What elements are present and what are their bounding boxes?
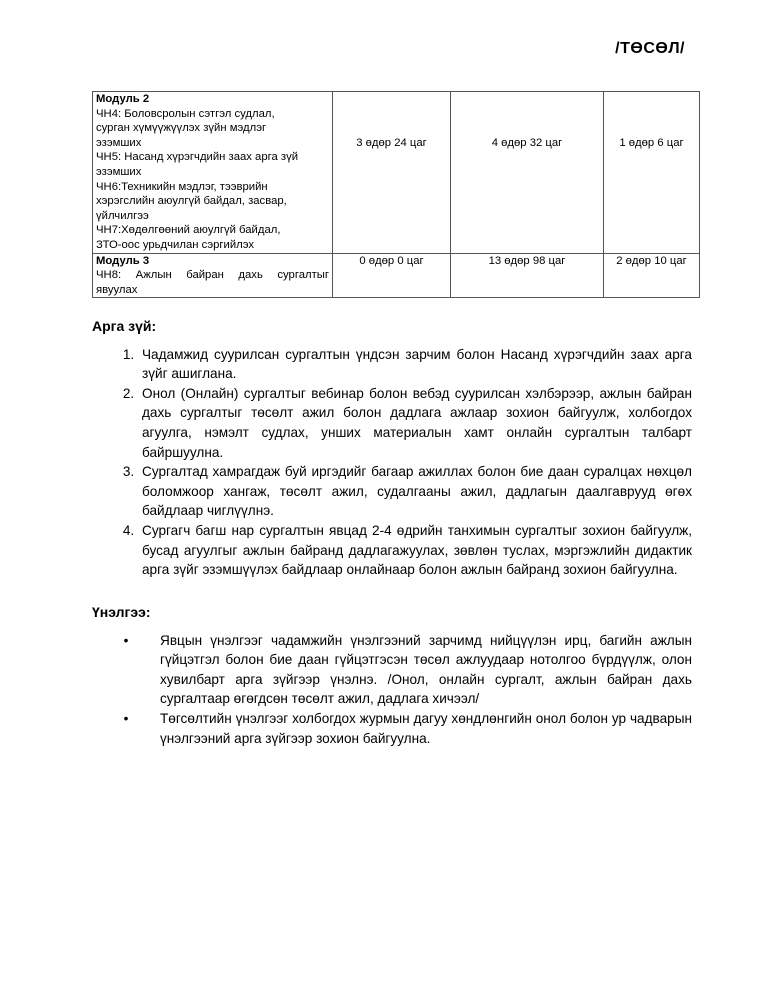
table-cell [333, 253, 451, 298]
cell-value: 2 өдөр 10 цаг [616, 254, 687, 267]
cell-value: 13 өдөр 98 цаг [488, 254, 566, 267]
table-cell [451, 92, 604, 254]
module-line: эзэмших [96, 165, 142, 178]
list-item: 4. Сургагч багш нар сургалтын явцад 2-4 өдрийн танхимын сургалтыг зохион байгуулж, бусад агуулгыг ажлын байранд дадлагажуулах, зөвлөн туслах, мэргэжлийн дидактик арга зүйг эзэмшүүлэх байдлаар онлайнаар болон ажлын байранд зохион байгуулна. [138, 521, 692, 580]
module-line: ЧН4: Боловсролын сэтгэл судлал, [96, 107, 275, 120]
method-list [92, 345, 692, 580]
module-line: сурган хүмүүжүүлэх зүйн мэдлэг [96, 122, 267, 135]
table-row [93, 253, 700, 298]
cell-value: 4 өдөр 32 цаг [491, 137, 563, 149]
module-line: хэрэгслийн аюулгүй байдал, засвар, [96, 195, 287, 208]
table-cell [333, 92, 451, 254]
method-heading: Арга зүй: [92, 318, 157, 334]
table-cell [604, 92, 700, 254]
list-item [123, 631, 692, 709]
cell-value: 1 өдөр 6 цаг [619, 137, 684, 149]
page-header-title: /ТӨСӨЛ/ [615, 40, 685, 57]
module-cell [93, 253, 333, 298]
modules-table [92, 91, 700, 298]
cell-value: 3 өдөр 24 цаг [356, 137, 427, 149]
module-line: ЧН6:Техникийн мэдлэг, тээврийн [96, 180, 268, 193]
module-line: явуулах [96, 283, 138, 296]
table-row [93, 92, 700, 254]
method-section [92, 317, 692, 580]
module-line: ЧН5: Насанд хүрэгчдийн заах арга зүй [96, 151, 299, 164]
table-cell [604, 253, 700, 298]
module-line: ЧН7:Хөдөлгөөний аюулгүй байдал, [96, 224, 281, 237]
list-item-text: Явцын үнэлгээг чадамжийн үнэлгээний зарчимд нийцүүлэн ирц, багийн ажлын гүйцэтгэл болон бие даан гүйцэтгэсэн төсөл ажлуудаар нотолгоо бүрдүүлж, олон хувилбарт арга зүйгээр үнэлнэ. /Онол, онлайн сургалт, ажлын байран дахь сургалтаар өгөгдсөн төсөлт ажил, дадлага хичээл/ [160, 632, 692, 707]
module-line: ЗТО-оос урьдчилан сэргийлэх [96, 238, 255, 251]
assessment-section [92, 603, 692, 748]
table-cell [451, 253, 604, 298]
module-line: үйлчилгээ [96, 209, 149, 222]
module-cell [93, 92, 333, 254]
list-item: 3. Сургалтад хамрагдаж буй иргэдийг багаар ажиллах болон бие даан суралцах нөхцөл боломжоор хангаж, төсөлт ажил, судалгааны ажил, дадлагын даалгаврууд өгөх байдлаар чиглүүлнэ. [138, 462, 692, 521]
list-item: 1. Чадамжид суурилсан сургалтын үндсэн зарчим болон Насанд хүрэгчдийн заах арга зүйг ашиглана. [138, 345, 692, 384]
module-title: Модуль 2 [96, 93, 150, 105]
bullet-icon: • [123, 632, 129, 648]
module-line: ЧН8: Ажлын байран дахь сургалтыг [96, 269, 329, 282]
list-item: 2. Онол (Онлайн) сургалтыг вебинар болон вебэд суурилсан хэлбэрээр, ажлын байран дахь сургалтыг төсөлт ажил болон дадлага ажлаар зохион байгуулж, холбогдох агуулга, нэмэлт судлах, унших материалын хамт онлайн сургалтын талбарт байршуулна. [138, 384, 692, 462]
cell-value: 0 өдөр 0 цаг [359, 254, 424, 267]
bullet-icon: • [123, 710, 129, 726]
module-line: эзэмших [96, 136, 142, 149]
assessment-list [92, 631, 692, 749]
list-item-text: Төгсөлтийн үнэлгээг холбогдох журмын дагуу хөндлөнгийн онол болон ур чадварын үнэлгээний арга зүйгээр зохион байгуулна. [160, 710, 692, 746]
assessment-heading: Үнэлгээ: [92, 604, 151, 620]
module-title: Модуль 3 [96, 254, 150, 267]
list-item [123, 709, 692, 748]
